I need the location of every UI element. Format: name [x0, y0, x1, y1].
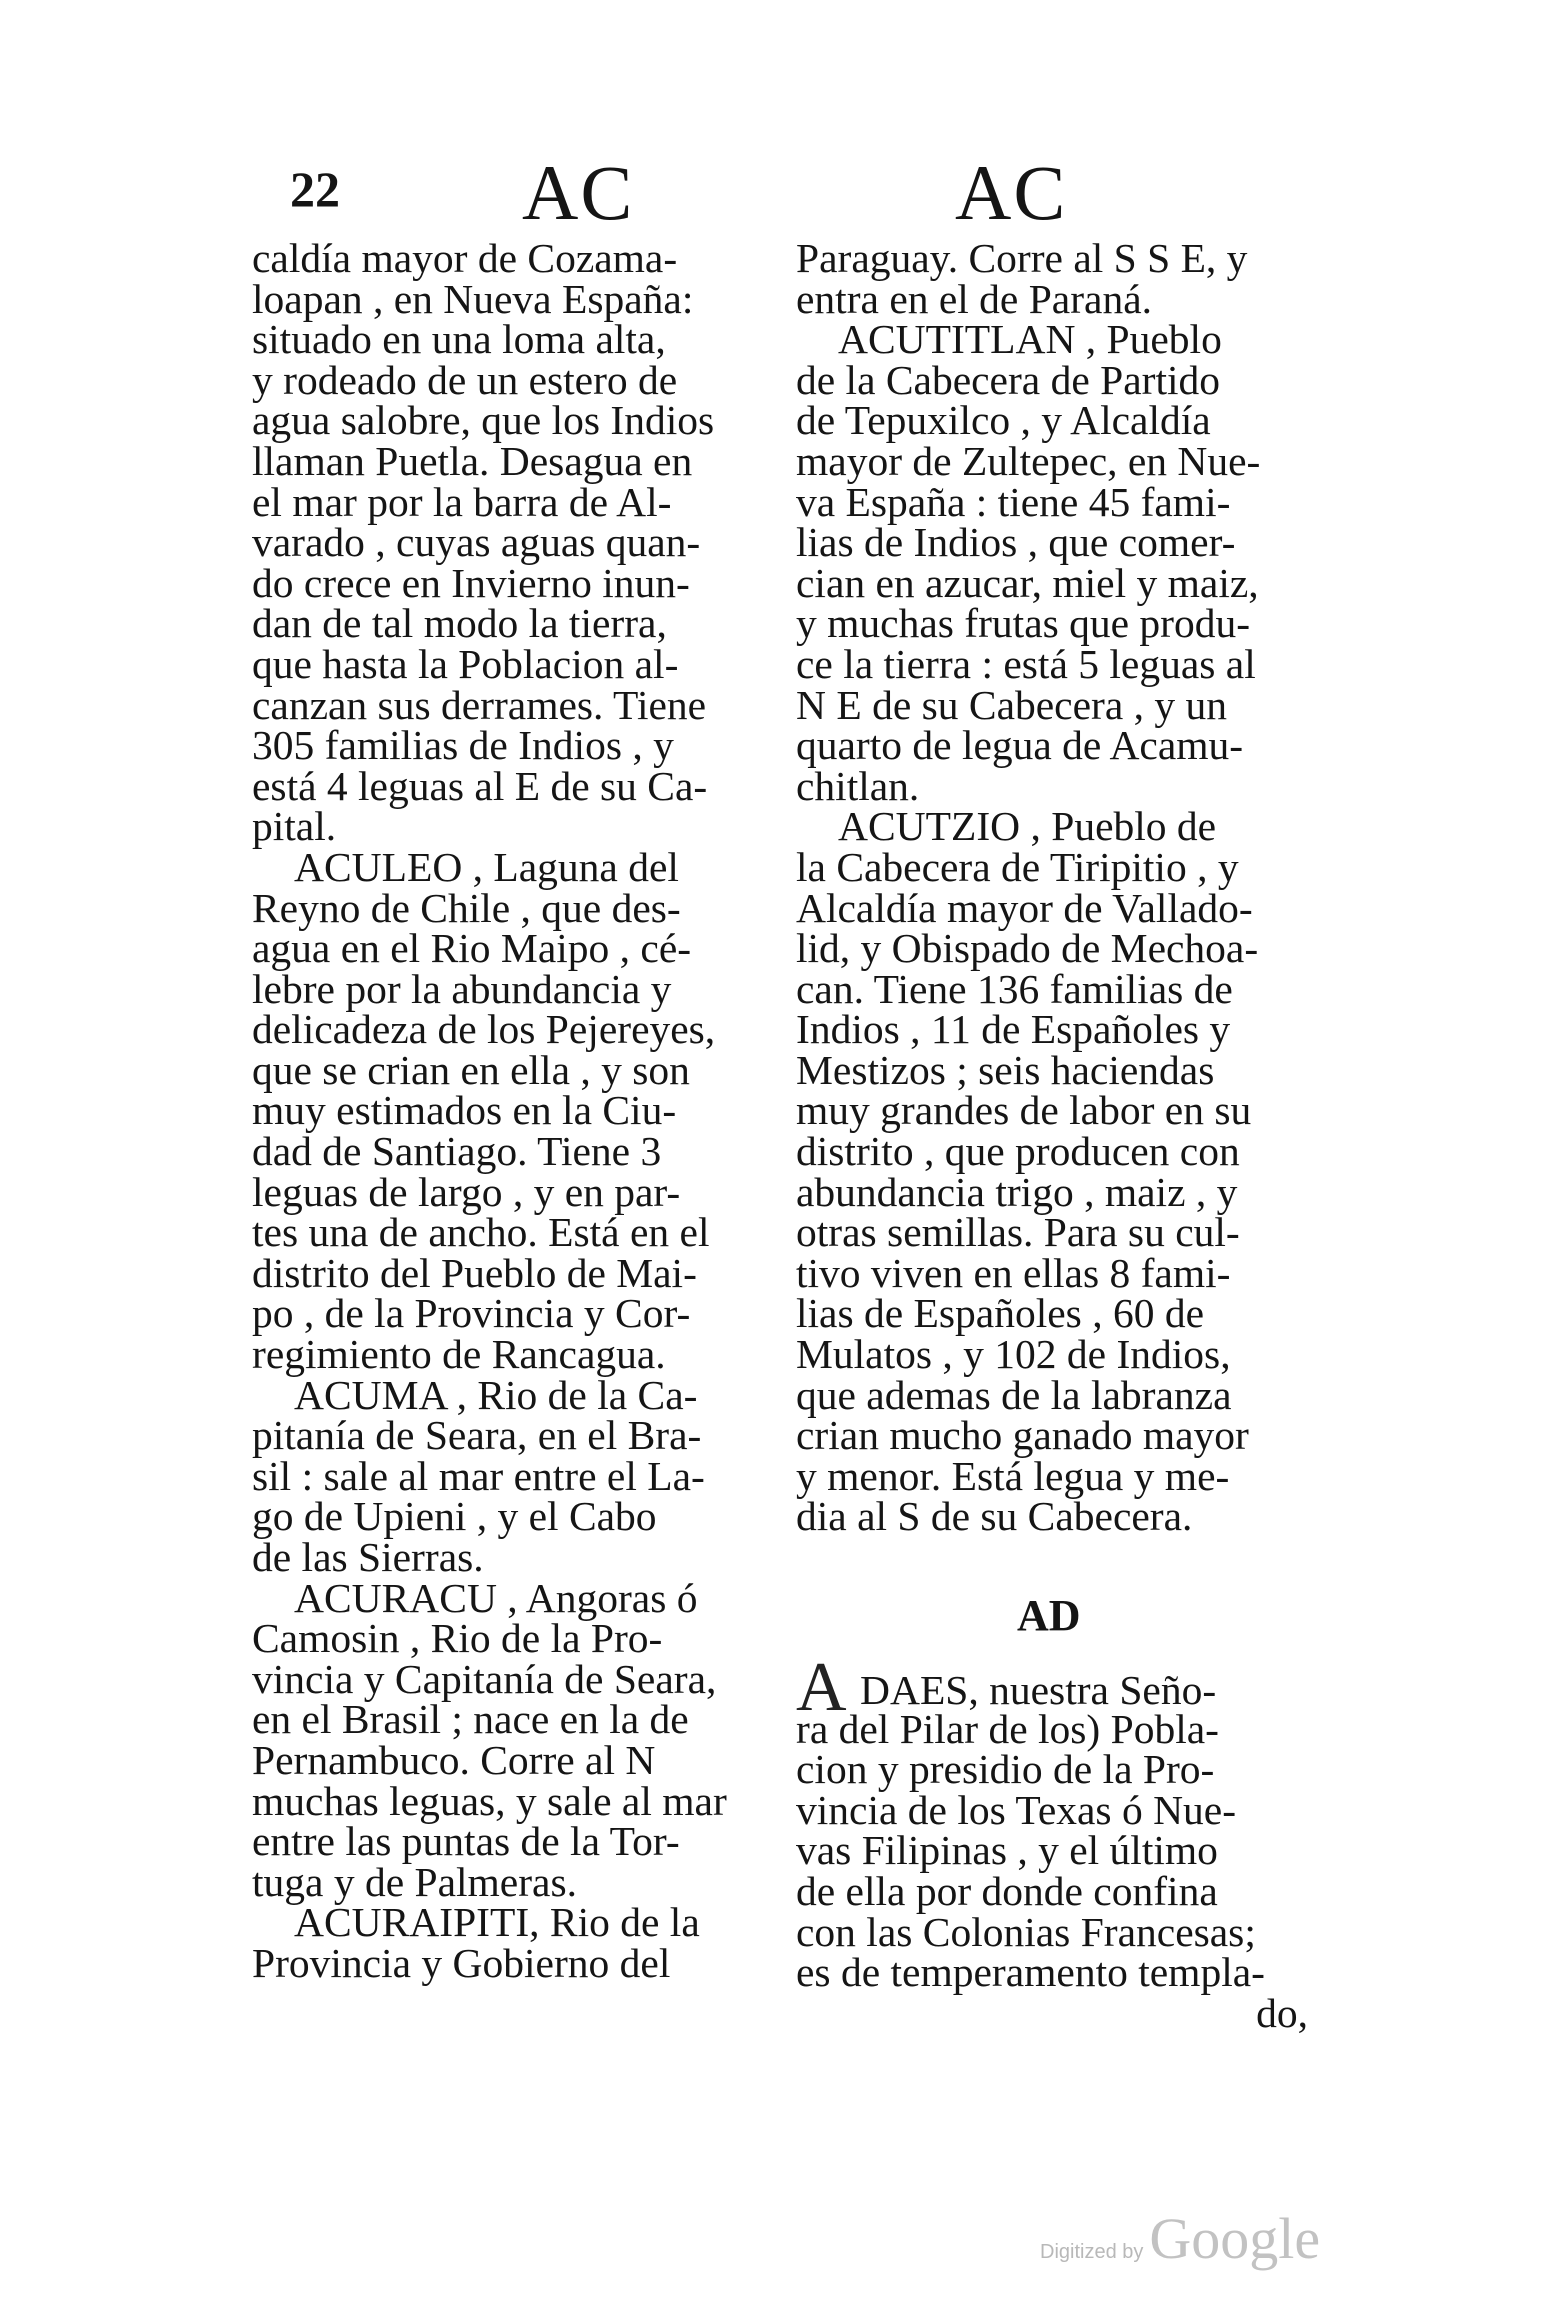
entry-start-line: ACUMA , Rio de la Ca- [294, 1371, 698, 1418]
text-line: dia al S de su Cabecera. [796, 1493, 1193, 1540]
text-line: Alcaldía mayor de Vallado- [796, 884, 1253, 931]
right-column [796, 235, 1308, 1540]
text-line: y rodeado de un estero de [252, 356, 678, 403]
entry-start-line: ACULEO , Laguna del [294, 843, 679, 890]
text-line: mayor de Zultepec, en Nue- [796, 437, 1261, 484]
text-line: va España : tiene 45 fami- [796, 478, 1231, 525]
drop-initial: A [796, 1649, 847, 1726]
text-line: cion y presidio de la Pro- [796, 1746, 1215, 1793]
text-line: con las Colonias Francesas; [796, 1908, 1256, 1955]
running-header-left: AC [522, 149, 635, 236]
text-line: Pernambuco. Corre al N [252, 1736, 656, 1783]
text-line: muy grandes de labor en su [796, 1087, 1252, 1134]
google-logo: Google [1149, 2206, 1321, 2271]
entry-start-line: ACUTZIO , Pueblo de [838, 803, 1217, 850]
text-line: agua salobre, que los Indios [252, 397, 715, 444]
text-line: cian en azucar, miel y maiz, [796, 559, 1259, 606]
text-line: Mulatos , y 102 de Indios, [796, 1331, 1231, 1378]
text-line: distrito , que producen con [796, 1128, 1240, 1175]
text-line: Indios , 11 de Españoles y [796, 1006, 1231, 1053]
watermark-prefix: Digitized by [1040, 2241, 1144, 2263]
text-line: de la Cabecera de Partido [796, 356, 1221, 403]
text-line: que se crian en ella , y son [252, 1046, 690, 1093]
text-line: delicadeza de los Pejereyes, [252, 1006, 716, 1053]
text-line: quarto de legua de Acamu- [796, 722, 1244, 769]
text-line: de las Sierras. [252, 1534, 484, 1580]
text-line: es de temperamento templa- [796, 1949, 1265, 1996]
entry-start-line: ACURACU , Angoras ó [294, 1574, 698, 1621]
text-line: tivo viven en ellas 8 fami- [796, 1249, 1231, 1296]
text-line: vincia de los Texas ó Nue- [796, 1786, 1237, 1833]
text-line: varado , cuyas aguas quan- [252, 519, 701, 566]
section-ad-body [796, 1649, 1308, 2036]
text-line: la Cabecera de Tiripitio , y [796, 843, 1239, 890]
text-line: crian mucho ganado mayor [796, 1412, 1249, 1459]
text-line: can. Tiene 136 familias de [796, 965, 1233, 1012]
text-line: pitanía de Seara, en el Bra- [252, 1412, 702, 1459]
text-line: y muchas frutas que produ- [796, 600, 1251, 647]
text-line: sil : sale al mar entre el La- [252, 1452, 705, 1499]
catchword: do, [1256, 1989, 1308, 2036]
text-line: situado en una loma alta, [252, 316, 666, 363]
text-line: agua en el Rio Maipo , cé- [252, 925, 692, 972]
text-line: regimiento de Rancagua. [252, 1331, 666, 1378]
text-line: dad de Santiago. Tiene 3 [252, 1128, 662, 1175]
text-line: vas Filipinas , y el último [796, 1827, 1218, 1874]
text-line: y menor. Está legua y me- [796, 1452, 1230, 1499]
text-span: DAES, nuestra Seño- [860, 1667, 1217, 1713]
text-line: tes una de ancho. Está en el [252, 1209, 710, 1256]
text-line: vincia y Capitanía de Seara, [252, 1655, 717, 1702]
text-line: Mestizos ; seis haciendas [796, 1046, 1215, 1093]
section-heading-ad: AD [1017, 1591, 1081, 1640]
text-line: ra del Pilar de los) Pobla- [796, 1705, 1219, 1752]
text-line: chitlan. [796, 762, 920, 809]
text-line: abundancia trigo , maiz , y [796, 1168, 1238, 1215]
text-line: lebre por la abundancia y [252, 965, 672, 1012]
text-line: canzan sus derrames. Tiene [252, 681, 707, 728]
text-line: Paraguay. Corre al S S E, y [796, 235, 1248, 281]
text-line: 305 familias de Indios , y [252, 722, 674, 769]
text-line: llaman Puetla. Desagua en [252, 437, 693, 484]
text-line: pital. [252, 803, 337, 850]
text-line: lias de Españoles , 60 de [796, 1290, 1204, 1337]
text-line: entra en el de Paraná. [796, 275, 1153, 322]
text-line: otras semillas. Para su cul- [796, 1209, 1240, 1256]
text-line: muy estimados en la Ciu- [252, 1087, 677, 1134]
text-line: Provincia y Gobierno del [252, 1939, 671, 1986]
digitized-watermark [1040, 2205, 1320, 2272]
text-line: está 4 leguas al E de su Ca- [252, 762, 708, 809]
text-line: caldía mayor de Cozama- [252, 235, 678, 281]
text-line: tuga y de Palmeras. [252, 1858, 577, 1905]
text-line: dan de tal modo la tierra, [252, 600, 667, 647]
text-line: en el Brasil ; nace en la de [252, 1696, 689, 1743]
text-line: de ella por donde confina [796, 1867, 1218, 1914]
text-line: leguas de largo , y en par- [252, 1168, 681, 1215]
text-line: loapan , en Nueva España: [252, 275, 694, 322]
text-line: distrito del Pueblo de Mai- [252, 1249, 697, 1296]
text-line: N E de su Cabecera , y un [796, 681, 1227, 728]
page-number: 22 [290, 161, 340, 217]
left-column [252, 235, 762, 1986]
text-line: que ademas de la labranza [796, 1371, 1232, 1418]
text-line: do crece en Invierno inun- [252, 559, 690, 606]
text-line: lid, y Obispado de Mechoa- [796, 925, 1259, 972]
text-line: muchas leguas, y sale al mar [252, 1777, 727, 1824]
text-line: Reyno de Chile , que des- [252, 884, 681, 931]
text-line: lias de Indios , que comer- [796, 519, 1236, 566]
text-line: Camosin , Rio de la Pro- [252, 1615, 663, 1662]
text-line [796, 1649, 1308, 1726]
text-line: entre las puntas de la Tor- [252, 1818, 680, 1865]
entry-start-line: ACURAIPITI, Rio de la [294, 1899, 700, 1946]
text-line: que hasta la Poblacion al- [252, 640, 679, 687]
text-line: go de Upieni , y el Cabo [252, 1493, 657, 1540]
text-line: po , de la Provincia y Cor- [252, 1290, 691, 1337]
entry-start-line: ACUTITLAN , Pueblo [838, 316, 1222, 363]
text-line: el mar por la barra de Al- [252, 478, 672, 525]
text-line: de Tepuxilco , y Alcaldía [796, 397, 1211, 444]
text-line: ce la tierra : está 5 leguas al [796, 640, 1256, 687]
running-header-right: AC [955, 149, 1068, 236]
